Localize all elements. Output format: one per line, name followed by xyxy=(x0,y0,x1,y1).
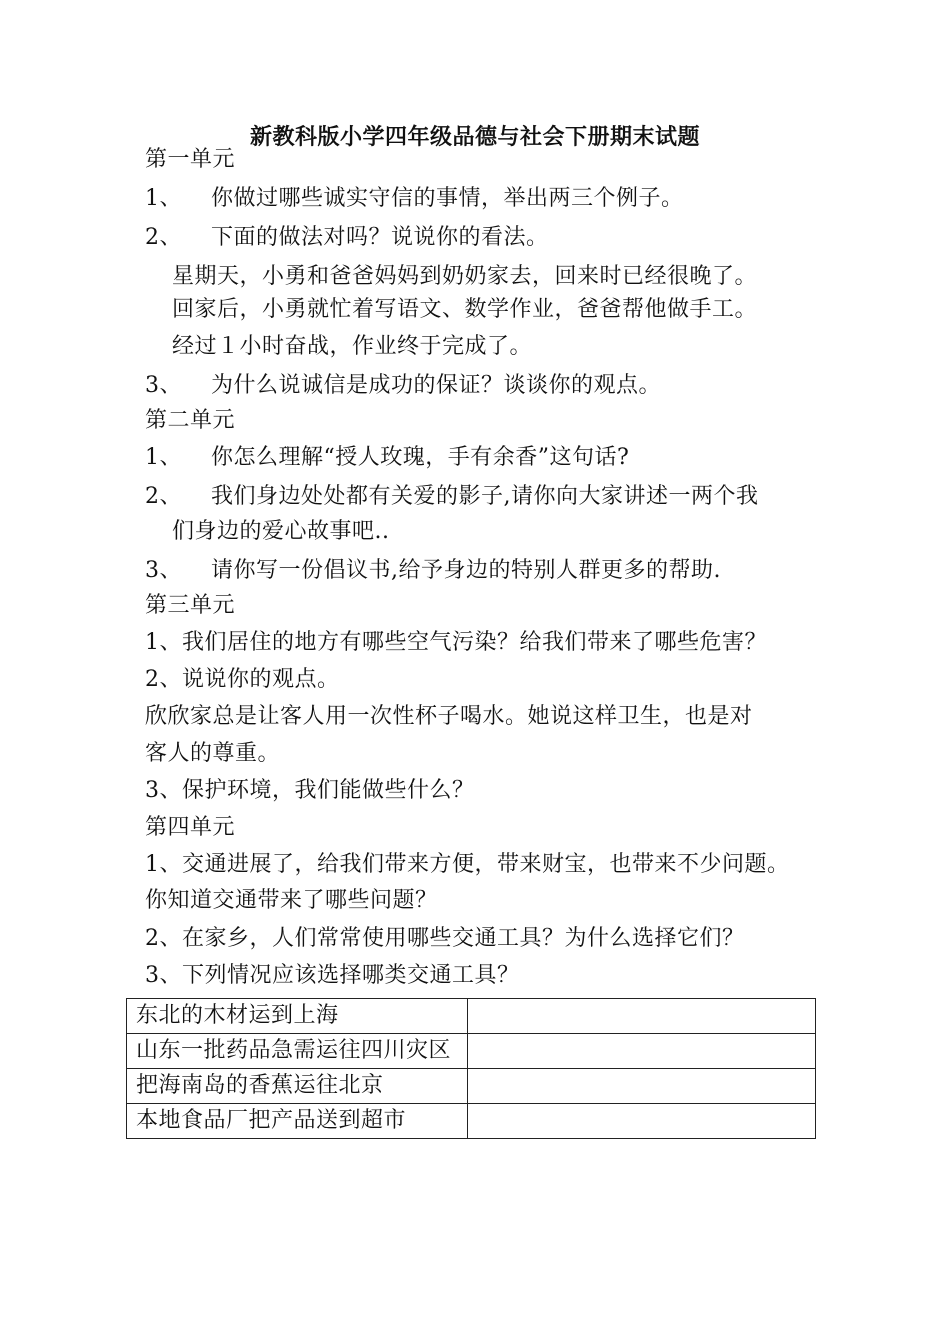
document-title: 新教科版小学四年级品德与社会下册期末试题 xyxy=(249,125,700,150)
unit4-heading: 第四单元 xyxy=(145,815,236,840)
unit1-q2-scenario-line-1: 星期天，小勇和爸爸妈妈到奶奶家去，回来时已经很晚了。 xyxy=(172,264,758,289)
unit3-heading: 第三单元 xyxy=(145,593,236,618)
table-row xyxy=(127,1104,816,1139)
question-text: 你做过哪些诚实守信的事情，举出两三个例子。 xyxy=(211,186,684,211)
question-number: 3、 xyxy=(145,373,182,398)
unit4-question-3: 3、下列情况应该选择哪类交通工具？ xyxy=(145,963,520,988)
unit1-q2-scenario-line-2: 回家后，小勇就忙着写语文、数学作业，爸爸帮他做手工。 xyxy=(172,297,758,322)
unit2-question-1 xyxy=(145,443,629,473)
unit1-question-3 xyxy=(145,371,661,401)
question-text: 我们身边处处都有关爱的影子,请你向大家讲述一两个我 xyxy=(211,484,759,509)
question-number: 1、 xyxy=(145,186,182,211)
table-cell-answer[interactable] xyxy=(467,1034,815,1069)
table-cell-situation: 山东一批药品急需运往四川灾区 xyxy=(127,1034,468,1069)
unit3-question-2: 2、说说你的观点。 xyxy=(145,667,340,692)
unit3-q2-scenario-line-1: 欣欣家总是让客人用一次性杯子喝水。她说这样卫生，也是对 xyxy=(145,704,753,729)
table-cell-answer[interactable] xyxy=(467,999,815,1034)
unit1-question-1 xyxy=(145,184,684,214)
unit3-question-1: 1、我们居住的地方有哪些空气污染？给我们带来了哪些危害？ xyxy=(145,630,767,655)
question-text: 为什么说诚信是成功的保证？谈谈你的观点。 xyxy=(211,373,662,398)
transport-choice-table xyxy=(126,998,816,1139)
unit4-question-2: 2、在家乡，人们常常使用哪些交通工具？为什么选择它们？ xyxy=(145,926,745,951)
unit1-heading: 第一单元 xyxy=(145,147,236,172)
question-number: 1、 xyxy=(145,445,182,470)
question-number: 3、 xyxy=(145,558,182,583)
unit4-question-1-continued: 你知道交通带来了哪些问题？ xyxy=(145,888,438,913)
table-cell-answer[interactable] xyxy=(467,1104,815,1139)
table-row xyxy=(127,999,816,1034)
table-row xyxy=(127,1034,816,1069)
table-cell-situation: 把海南岛的香蕉运往北京 xyxy=(127,1069,468,1104)
question-text: 下面的做法对吗？说说你的看法。 xyxy=(211,225,549,250)
table-cell-situation: 本地食品厂把产品送到超市 xyxy=(127,1104,468,1139)
question-number: 2、 xyxy=(145,484,182,509)
question-text: 你怎么理解“授人玫瑰，手有余香”这句话? xyxy=(211,445,630,470)
unit3-question-3: 3、保护环境，我们能做些什么？ xyxy=(145,778,475,803)
table-cell-situation: 东北的木材运到上海 xyxy=(127,999,468,1034)
unit3-q2-scenario-line-2: 客人的尊重。 xyxy=(145,741,281,766)
question-number: 2、 xyxy=(145,225,182,250)
unit4-question-1: 1、交通进展了，给我们带来方便，带来财宝，也带来不少问题。 xyxy=(145,852,790,877)
table-row xyxy=(127,1069,816,1104)
unit1-q2-scenario-line-3: 经过１小时奋战，作业终于完成了。 xyxy=(172,334,533,359)
unit2-heading: 第二单元 xyxy=(145,408,236,433)
question-text: 请你写一份倡议书,给予身边的特别人群更多的帮助. xyxy=(211,558,721,583)
unit2-question-2-continued: 们身边的爱心故事吧.. xyxy=(172,519,390,544)
unit1-question-2 xyxy=(145,223,549,253)
unit2-question-3 xyxy=(145,556,721,586)
unit2-question-2 xyxy=(145,482,759,512)
table-cell-answer[interactable] xyxy=(467,1069,815,1104)
